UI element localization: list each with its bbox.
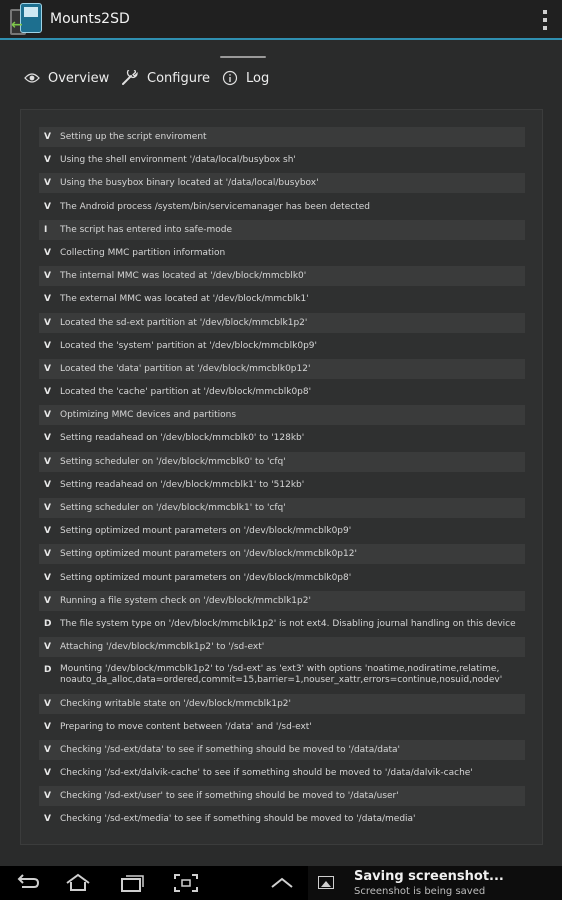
log-row xyxy=(39,382,525,402)
notification-title: Saving screenshot... xyxy=(354,869,504,884)
log-message: The Android process /system/bin/servicemanager has been detected xyxy=(60,201,370,212)
log-level: I xyxy=(44,224,48,235)
log-level: V xyxy=(44,132,51,142)
log-row xyxy=(39,521,525,541)
log-message: The script has entered into safe-mode xyxy=(60,224,233,235)
log-row xyxy=(39,717,525,737)
tab-bar xyxy=(0,42,562,104)
tab-overview-label: Overview xyxy=(48,70,110,86)
log-list[interactable] xyxy=(39,127,525,833)
log-message: Setting scheduler on '/dev/block/mmcblk0' to 'cfq' xyxy=(60,456,286,467)
tab-log-label: Log xyxy=(246,70,270,86)
tab-overview[interactable] xyxy=(24,66,109,90)
log-message: The file system type on '/dev/block/mmcblk1p2' is not ext4. Disabling journal handling on this device xyxy=(60,618,516,629)
log-level: V xyxy=(44,549,51,560)
log-row xyxy=(39,220,525,240)
log-level: V xyxy=(44,479,51,490)
log-message: Located the sd-ext partition at '/dev/block/mmcblk1p2' xyxy=(60,317,308,328)
log-message: Attaching '/dev/block/mmcblk1p2' to '/sd-ext' xyxy=(60,642,265,653)
log-level: V xyxy=(44,595,51,606)
log-level: V xyxy=(44,433,51,444)
log-row xyxy=(39,197,525,217)
recent-apps-icon[interactable] xyxy=(118,873,146,893)
log-message: The external MMC was located at '/dev/block/mmcblk1' xyxy=(60,294,309,305)
log-message: The internal MMC was located at '/dev/block/mmcblk0' xyxy=(60,271,307,282)
log-message: Using the busybox binary located at '/data/local/busybox' xyxy=(60,178,319,189)
tab-selected-indicator xyxy=(220,56,266,58)
log-message: Setting optimized mount parameters on '/dev/block/mmcblk0p12' xyxy=(60,549,357,560)
log-panel[interactable] xyxy=(20,109,543,845)
log-row xyxy=(39,544,525,564)
log-message: Preparing to move content between '/data' and '/sd-ext' xyxy=(60,721,312,732)
log-row xyxy=(39,498,525,518)
log-message: Setting scheduler on '/dev/block/mmcblk1' to 'cfq' xyxy=(60,503,286,513)
log-level: V xyxy=(44,294,51,305)
log-message: Setting up the script enviroment xyxy=(60,132,207,142)
log-level: V xyxy=(44,642,51,653)
log-level: D xyxy=(44,618,52,629)
log-level: V xyxy=(44,768,51,779)
log-message: Setting readahead on '/dev/block/mmcblk1' to '512kb' xyxy=(60,479,305,490)
tab-configure[interactable] xyxy=(121,66,210,90)
log-row xyxy=(39,127,525,147)
log-row xyxy=(39,359,525,379)
action-bar xyxy=(0,0,562,40)
chevron-up-icon[interactable] xyxy=(268,873,296,893)
log-message: Mounting '/dev/block/mmcblk1p2' to '/sd-ext' as 'ext3' with options 'noatime,nodiratime,relatime, noauto_da_alloc,data=ordered,commit=15,barrier=1,nouser_xattr,errors=continue,nosuid,nodev' xyxy=(60,664,503,686)
log-level: V xyxy=(44,363,51,374)
tab-log[interactable] xyxy=(222,66,269,90)
log-level: D xyxy=(44,665,52,676)
log-message: Using the shell environment '/data/local/busybox sh' xyxy=(60,155,296,166)
log-level: V xyxy=(44,317,51,328)
log-message: Collecting MMC partition information xyxy=(60,247,226,258)
log-level: V xyxy=(44,526,51,537)
overflow-menu-icon[interactable] xyxy=(542,10,548,30)
log-message: Located the 'system' partition at '/dev/block/mmcblk0p9' xyxy=(60,340,317,351)
log-level: V xyxy=(44,698,51,709)
tab-configure-label: Configure xyxy=(147,70,211,86)
log-level: V xyxy=(44,340,51,351)
log-level: V xyxy=(44,247,51,258)
screenshot-icon[interactable] xyxy=(172,873,200,893)
log-level: V xyxy=(44,178,51,189)
info-icon xyxy=(222,70,238,86)
log-row xyxy=(39,243,525,263)
log-message: Running a file system check on '/dev/block/mmcblk1p2' xyxy=(60,595,311,606)
log-row xyxy=(39,591,525,611)
app-title: Mounts2SD xyxy=(50,11,130,27)
log-level: V xyxy=(44,503,51,513)
log-message: Setting optimized mount parameters on '/dev/block/mmcblk0p9' xyxy=(60,526,352,537)
log-row xyxy=(39,568,525,588)
notification-subtitle: Screenshot is being saved xyxy=(354,886,486,897)
log-message: Optimizing MMC devices and partitions xyxy=(60,410,237,421)
log-row xyxy=(39,405,525,425)
log-row xyxy=(39,614,525,634)
log-level: V xyxy=(44,456,51,467)
screenshot-notification[interactable] xyxy=(308,866,562,900)
log-row xyxy=(39,150,525,170)
log-row xyxy=(39,763,525,783)
log-row xyxy=(39,740,525,760)
log-level: V xyxy=(44,572,51,583)
log-message: Checking '/sd-ext/media' to see if something should be moved to '/data/media' xyxy=(60,814,416,825)
log-message: Located the 'data' partition at '/dev/block/mmcblk0p12' xyxy=(60,363,311,374)
log-row xyxy=(39,336,525,356)
log-message: Setting optimized mount parameters on '/dev/block/mmcblk0p8' xyxy=(60,572,352,583)
log-message: Checking '/sd-ext/user' to see if something should be moved to '/data/user' xyxy=(60,791,399,802)
log-row xyxy=(39,289,525,309)
log-level: V xyxy=(44,791,51,802)
log-level: V xyxy=(44,271,51,282)
log-row xyxy=(39,637,525,657)
log-row xyxy=(39,173,525,193)
system-navbar xyxy=(0,866,562,900)
log-message: Located the 'cache' partition at '/dev/block/mmcblk0p8' xyxy=(60,387,312,398)
log-row xyxy=(39,660,525,690)
image-icon xyxy=(318,876,334,889)
log-level: V xyxy=(44,155,51,166)
eye-icon xyxy=(24,72,40,84)
log-row xyxy=(39,694,525,714)
log-row xyxy=(39,313,525,333)
log-row xyxy=(39,452,525,472)
log-row xyxy=(39,428,525,448)
app-logo-icon[interactable]: ← xyxy=(8,1,44,37)
log-level: V xyxy=(44,721,51,732)
log-row xyxy=(39,786,525,806)
log-message: Checking '/sd-ext/dalvik-cache' to see if something should be moved to '/data/dalvik-cache' xyxy=(60,768,473,779)
log-level: V xyxy=(44,410,51,421)
log-level: V xyxy=(44,744,51,755)
home-icon[interactable] xyxy=(64,873,92,893)
log-level: V xyxy=(44,201,51,212)
log-row xyxy=(39,266,525,286)
log-message: Checking writable state on '/dev/block/mmcblk1p2' xyxy=(60,698,291,709)
log-row xyxy=(39,809,525,829)
log-message: Setting readahead on '/dev/block/mmcblk0' to '128kb' xyxy=(60,433,305,444)
wrench-icon xyxy=(121,70,139,86)
log-message: Checking '/sd-ext/data' to see if something should be moved to '/data/data' xyxy=(60,744,401,755)
log-level: V xyxy=(44,387,51,398)
log-level: V xyxy=(44,814,51,825)
log-row xyxy=(39,475,525,495)
back-icon[interactable] xyxy=(14,873,42,893)
